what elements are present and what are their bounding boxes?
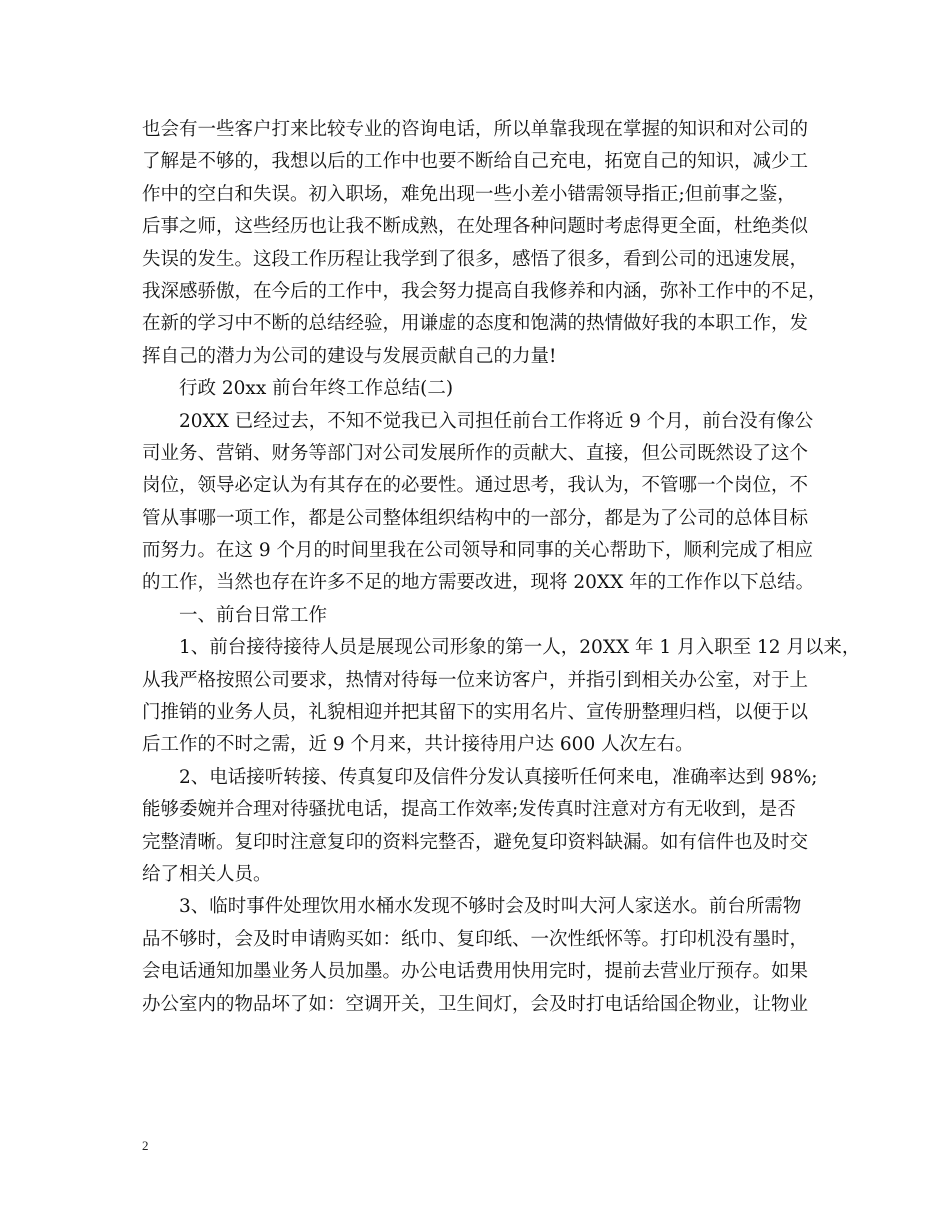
text-line: 门推销的业务人员，礼貌相迎并把其留下的实用名片、宣传册整理归档，以便于以 bbox=[142, 702, 809, 724]
text-line: 办公室内的物品坏了如：空调开关，卫生间灯，会及时打电话给国企物业，让物业 bbox=[142, 993, 809, 1015]
document-body bbox=[142, 114, 861, 1021]
text-line: 在新的学习中不断的总结经验，用谦虚的态度和饱满的热情做好我的本职工作，发 bbox=[142, 313, 809, 335]
text-line: 了解是不够的，我想以后的工作中也要不断给自己充电，拓宽自己的知识，减少工 bbox=[142, 151, 809, 173]
text-line: 完整清晰。复印时注意复印的资料完整否，避免复印资料缺漏。如有信件也及时交 bbox=[142, 831, 809, 853]
text-line: 后事之师，这些经历也让我不断成熟，在处理各种问题时考虑得更全面，杜绝类似 bbox=[142, 216, 809, 238]
text-line: 挥自己的潜力为公司的建设与发展贡献自己的力量! bbox=[142, 345, 557, 367]
text-line: 2、电话接听转接、传真复印及信件分发认真接听任何来电，准确率达到 98%; bbox=[179, 766, 818, 788]
text-line: 从我严格按照公司要求，热情对待每一位来访客户，并指引到相关办公室，对于上 bbox=[142, 669, 809, 691]
text-line: 给了相关人员。 bbox=[142, 863, 272, 885]
text-line: 的工作，当然也存在许多不足的地方需要改进，现将 20XX 年的工作作以下总结。 bbox=[142, 572, 815, 594]
text-line: 20XX 已经过去，不知不觉我已入司担任前台工作将近 9 个月，前台没有像公 bbox=[179, 410, 814, 432]
text-line: 而努力。在这 9 个月的时间里我在公司领导和同事的关心帮助下，顺利完成了相应 bbox=[142, 540, 814, 562]
text-line: 我深感骄傲，在今后的工作中，我会努力提高自我修养和内涵，弥补工作中的不足， bbox=[142, 280, 827, 302]
text-line: 管从事哪一项工作，都是公司整体组织结构中的一部分，都是为了公司的总体目标 bbox=[142, 507, 809, 529]
text-line: 一、前台日常工作 bbox=[179, 604, 328, 626]
text-line: 失误的发生。这段工作历程让我学到了很多，感悟了很多，看到公司的迅速发展， bbox=[142, 248, 809, 270]
text-line: 能够委婉并合理对待骚扰电话，提高工作效率;发传真时注意对方有无收到，是否 bbox=[142, 799, 796, 821]
text-line: 1、前台接待接待人员是展现公司形象的第一人，20XX 年 1 月入职至 12 月以来， bbox=[179, 637, 861, 659]
text-line: 司业务、营销、财务等部门对公司发展所作的贡献大、直接，但公司既然设了这个 bbox=[142, 442, 809, 464]
text-line: 作中的空白和失误。初入职场，难免出现一些小差小错需领导指正;但前事之鉴， bbox=[142, 183, 796, 205]
text-line: 行政 20xx 前台年终工作总结(二) bbox=[179, 378, 454, 400]
page-number: 2 bbox=[142, 1138, 149, 1153]
text-line: 后工作的不时之需，近 9 个月来，共计接待用户达 600 人次左右。 bbox=[142, 734, 694, 756]
text-line: 岗位，领导必定认为有其存在的必要性。通过思考，我认为，不管哪一个岗位，不 bbox=[142, 475, 809, 497]
text-line: 也会有一些客户打来比较专业的咨询电话，所以单靠我现在掌握的知识和对公司的 bbox=[142, 119, 809, 140]
text-line: 3、临时事件处理饮用水桶水发现不够时会及时叫大河人家送水。前台所需物 bbox=[179, 896, 802, 918]
text-line: 会电话通知加墨业务人员加墨。办公电话费用快用完时，提前去营业厅预存。如果 bbox=[142, 961, 809, 983]
text-line: 品不够时，会及时申请购买如：纸巾、复印纸、一次性纸怀等。打印机没有墨时， bbox=[142, 928, 809, 950]
